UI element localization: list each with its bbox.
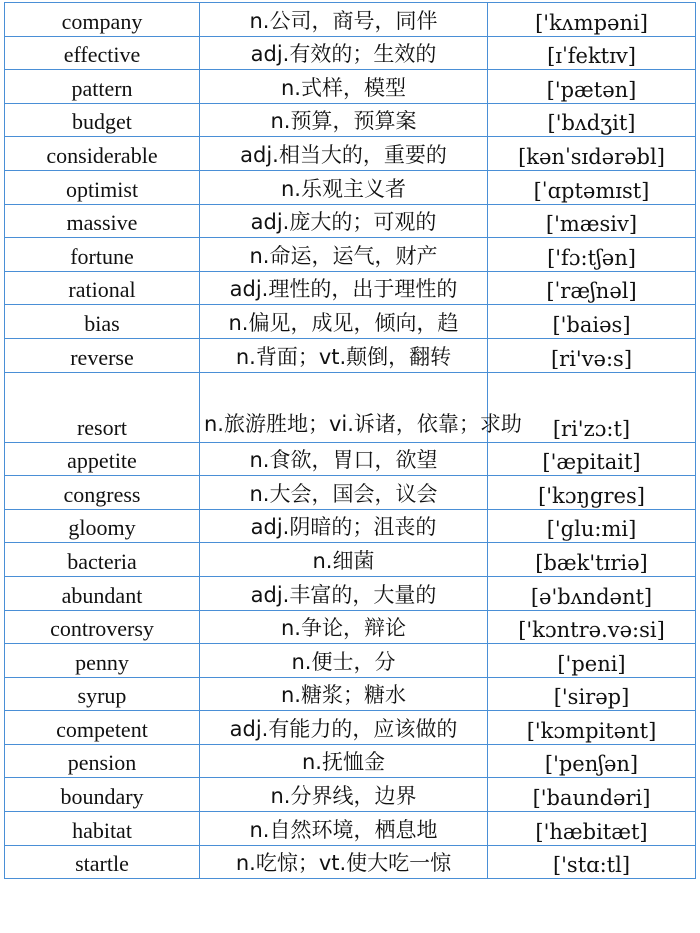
phonetic-cell: ['sirəp]	[488, 677, 696, 711]
word-cell: considerable	[5, 137, 200, 171]
word-cell: gloomy	[5, 509, 200, 543]
phonetic-cell: ['hæbitæt]	[488, 812, 696, 846]
word-cell: bacteria	[5, 543, 200, 577]
word-cell: pension	[5, 744, 200, 778]
definition-cell: n.自然环境，栖息地	[200, 812, 488, 846]
table-row	[5, 543, 696, 577]
phonetic-cell: ['fɔ:tʃən]	[488, 238, 696, 272]
phonetic-cell: [ˈɑptəmɪst]	[488, 170, 696, 204]
definition-cell: n.背面；vt.颠倒，翻转	[200, 338, 488, 372]
word-cell: fortune	[5, 238, 200, 272]
word-cell: company	[5, 3, 200, 37]
word-cell: penny	[5, 644, 200, 678]
table-row	[5, 238, 696, 272]
table-row	[5, 610, 696, 644]
word-cell: syrup	[5, 677, 200, 711]
definition-cell: n.大会，国会，议会	[200, 476, 488, 510]
definition-cell: n.抚恤金	[200, 744, 488, 778]
table-row	[5, 711, 696, 745]
word-cell: pattern	[5, 70, 200, 104]
table-row	[5, 677, 696, 711]
word-cell: abundant	[5, 576, 200, 610]
definition-cell: adj.有效的；生效的	[200, 36, 488, 70]
definition-cell: adj.相当大的，重要的	[200, 137, 488, 171]
word-cell: habitat	[5, 812, 200, 846]
table-row	[5, 338, 696, 372]
table-row	[5, 204, 696, 238]
phonetic-cell: ['glu:mi]	[488, 509, 696, 543]
phonetic-cell: ['kɔmpitənt]	[488, 711, 696, 745]
definition-cell: n.争论，辩论	[200, 610, 488, 644]
table-row	[5, 3, 696, 37]
phonetic-cell: [kənˈsɪdərəbl]	[488, 137, 696, 171]
definition-cell: adj.丰富的，大量的	[200, 576, 488, 610]
definition-cell: n.旅游胜地；vi.诉诸，依靠；求助	[200, 372, 488, 442]
word-cell: controversy	[5, 610, 200, 644]
word-cell: startle	[5, 845, 200, 879]
phonetic-cell: ['mæsiv]	[488, 204, 696, 238]
phonetic-cell: [bæk'tɪriə]	[488, 543, 696, 577]
definition-cell: n.预算，预算案	[200, 103, 488, 137]
table-row	[5, 778, 696, 812]
definition-cell: n.便士，分	[200, 644, 488, 678]
table-row	[5, 644, 696, 678]
phonetic-cell: [ri'və:s]	[488, 338, 696, 372]
vocabulary-table	[4, 2, 696, 879]
phonetic-cell: [ɪˈfektɪv]	[488, 36, 696, 70]
definition-cell: n.命运，运气，财产	[200, 238, 488, 272]
phonetic-cell: ['æpitait]	[488, 442, 696, 476]
table-row	[5, 509, 696, 543]
table-row	[5, 744, 696, 778]
word-cell: optimist	[5, 170, 200, 204]
phonetic-cell: ['peni]	[488, 644, 696, 678]
table-row	[5, 305, 696, 339]
table-row	[5, 170, 696, 204]
definition-cell: n.式样，模型	[200, 70, 488, 104]
vocabulary-table-body	[5, 3, 696, 879]
word-cell: boundary	[5, 778, 200, 812]
table-row	[5, 103, 696, 137]
definition-cell: n.公司，商号，同伴	[200, 3, 488, 37]
phonetic-cell: ['penʃən]	[488, 744, 696, 778]
word-cell: competent	[5, 711, 200, 745]
table-row	[5, 372, 696, 442]
phonetic-cell: ['baiəs]	[488, 305, 696, 339]
phonetic-cell: [ri'zɔ:t]	[488, 372, 696, 442]
definition-cell: adj.理性的，出于理性的	[200, 271, 488, 305]
table-row	[5, 812, 696, 846]
definition-cell: n.细菌	[200, 543, 488, 577]
word-cell: resort	[5, 372, 200, 442]
phonetic-cell: ['bʌdʒit]	[488, 103, 696, 137]
table-row	[5, 576, 696, 610]
table-row	[5, 137, 696, 171]
phonetic-cell: ['baundəri]	[488, 778, 696, 812]
table-row	[5, 70, 696, 104]
definition-cell: n.分界线，边界	[200, 778, 488, 812]
table-row	[5, 271, 696, 305]
phonetic-cell: [ˈræʃnəl]	[488, 271, 696, 305]
word-cell: reverse	[5, 338, 200, 372]
word-cell: budget	[5, 103, 200, 137]
definition-cell: n.糖浆；糖水	[200, 677, 488, 711]
word-cell: bias	[5, 305, 200, 339]
definition-cell: n.食欲，胃口，欲望	[200, 442, 488, 476]
word-cell: rational	[5, 271, 200, 305]
definition-cell: adj.庞大的；可观的	[200, 204, 488, 238]
definition-cell: adj.有能力的，应该做的	[200, 711, 488, 745]
table-row	[5, 442, 696, 476]
word-cell: massive	[5, 204, 200, 238]
word-cell: congress	[5, 476, 200, 510]
phonetic-cell: ['kɔntrə.və:si]	[488, 610, 696, 644]
phonetic-cell: ['pætən]	[488, 70, 696, 104]
phonetic-cell: ['stɑ:tl]	[488, 845, 696, 879]
word-cell: appetite	[5, 442, 200, 476]
table-row	[5, 476, 696, 510]
table-row	[5, 36, 696, 70]
definition-cell: adj.阴暗的；沮丧的	[200, 509, 488, 543]
definition-cell: n.偏见，成见，倾向，趋	[200, 305, 488, 339]
definition-cell: n.乐观主义者	[200, 170, 488, 204]
word-cell: effective	[5, 36, 200, 70]
phonetic-cell: ['kɔŋgres]	[488, 476, 696, 510]
phonetic-cell: [ə'bʌndənt]	[488, 576, 696, 610]
definition-cell: n.吃惊；vt.使大吃一惊	[200, 845, 488, 879]
phonetic-cell: ['kʌmpəni]	[488, 3, 696, 37]
table-row	[5, 845, 696, 879]
